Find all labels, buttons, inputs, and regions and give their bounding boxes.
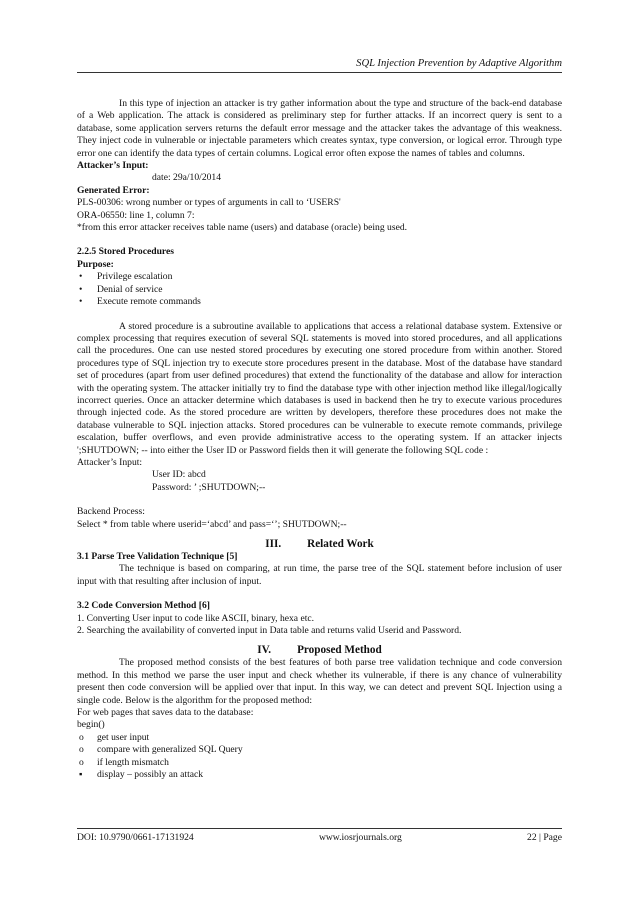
circle-bullet-icon: o [79, 731, 84, 743]
stored-procedures-paragraph: A stored procedure is a subroutine available to applications that access a relational database system. Extensive or complex processing that requires execution of several SQL statements is moved into stored procedures, and all applications call the procedures. One can use nested stored procedures by executing one stored procedure from within another. Stored procedures type of SQL injection try to execute store procedures present in the database. Most of the database have standard set of procedures (apart from user defined procedures) that extend the functionality of the database and allow for interaction with the operating system. The attacker initially try to find the database type with other injection method like illegal/logically incorrect queries. Once an attacker determine which databases is used in backend then he try to execute various procedures through injected code. As the stored procedure are written by developers, therefore these procedures does not make the database vulnerable to SQL injection attacks. Stored procedures can be vulnerable to execute remote commands, privilege escalation, buffer overflows, and even provide administrative access to the operating system. If an attacker injects ';SHUTDOWN; -- into either the User ID or Password fields then it will generate the following SQL code : [77, 320, 562, 456]
section-3-1-paragraph: The technique is based on comparing, at run time, the parse tree of the SQL statement before inclusion of user input with that resulting after inclusion of input. [77, 563, 562, 587]
page-body [77, 98, 562, 782]
intro-paragraph: In this type of injection an attacker is try gather information about the type and structure of the back-end database of a Web application. The attack is considered as preliminary step for further attacks. If an incorrect query is sent to a database, some application servers returns the default error message and the attacker takes the advantage of this weakness. They inject code in vulnerable or injectable parameters which creates syntax, type conversion, or logical error. Through type error one can identify the data types of certain columns. Logical error often expose the names of tables and columns. [77, 98, 562, 159]
attacker-input-label-2: Attacker’s Input: [77, 456, 143, 468]
stored-procedures-heading: 2.2.5 Stored Procedures [77, 246, 174, 258]
attacker-input-label: Attacker’s Input: [77, 160, 149, 172]
algorithm-list [77, 732, 562, 782]
user-id-line: User ID: abcd [152, 469, 206, 481]
list-item: • Denial of service [79, 283, 163, 295]
error-line-1: PLS-00306: wrong number or types of arguments in call to ‘USERS' [77, 197, 341, 209]
section-3-2-item-2: 2. Searching the availability of converted input in Data table and returns valid Userid and Password. [77, 625, 462, 637]
bullet-icon: • [79, 283, 83, 295]
password-line: Password: ’ ;SHUTDOWN;-- [152, 481, 266, 493]
purpose-label: Purpose: [77, 258, 114, 270]
backend-label: Backend Process: [77, 506, 145, 518]
generated-error-label: Generated Error: [77, 184, 150, 196]
list-item: • Privilege escalation [79, 271, 173, 283]
list-item: o compare with generalized SQL Query [79, 744, 243, 756]
section-3-heading: III. Related Work [265, 538, 374, 550]
section-3-1-heading: 3.1 Parse Tree Validation Technique [5] [77, 551, 238, 562]
list-item: • Execute remote commands [79, 296, 201, 308]
section-4-line-1: For web pages that saves data to the database: [77, 707, 254, 719]
bullet-icon: • [79, 296, 83, 308]
square-bullet-icon: ▪ [79, 769, 83, 781]
running-header: SQL Injection Prevention by Adaptive Algorithm [77, 58, 562, 73]
section-4-paragraph: The proposed method consists of the best features of both parse tree validation technique and code conversion method. In this method we parse the user input and check whether its vulnerable, if there is any chance of vulnerability present then code conversion will be applied over that input. In this way, we can detect and prevent SQL Injection using a single code. Below is the algorithm for the proposed method: [77, 657, 562, 706]
page-footer [77, 828, 562, 844]
footer-doi: DOI: 10.9790/0661-17131924 [77, 832, 194, 843]
purpose-list [77, 271, 562, 308]
section-4-line-2: begin() [77, 719, 105, 731]
error-line-2: ORA-06550: line 1, column 7: [77, 209, 195, 221]
list-item: ▪ display – possibly an attack [79, 769, 204, 781]
section-3-2-item-1: 1. Converting User input to code like ASCII, binary, hexa etc. [77, 612, 315, 624]
footer-page-number: 22 | Page [527, 832, 562, 843]
list-item: o if length mismatch [79, 756, 169, 768]
circle-bullet-icon: o [79, 756, 84, 768]
footer-website: www.iosrjournals.org [318, 832, 402, 843]
bullet-icon: • [79, 271, 83, 283]
list-item: o get user input [79, 731, 150, 743]
attacker-input-value: date: 29a/10/2014 [152, 172, 222, 184]
section-4-heading: IV. Proposed Method [257, 644, 382, 657]
section-3-2-heading: 3.2 Code Conversion Method [6] [77, 600, 210, 612]
error-line-3: *from this error attacker receives table name (users) and database (oracle) being used. [77, 222, 408, 234]
circle-bullet-icon: o [79, 744, 84, 756]
backend-query: Select * from table where userid=‘abcd’ and pass=‘’; SHUTDOWN;-- [77, 518, 347, 530]
